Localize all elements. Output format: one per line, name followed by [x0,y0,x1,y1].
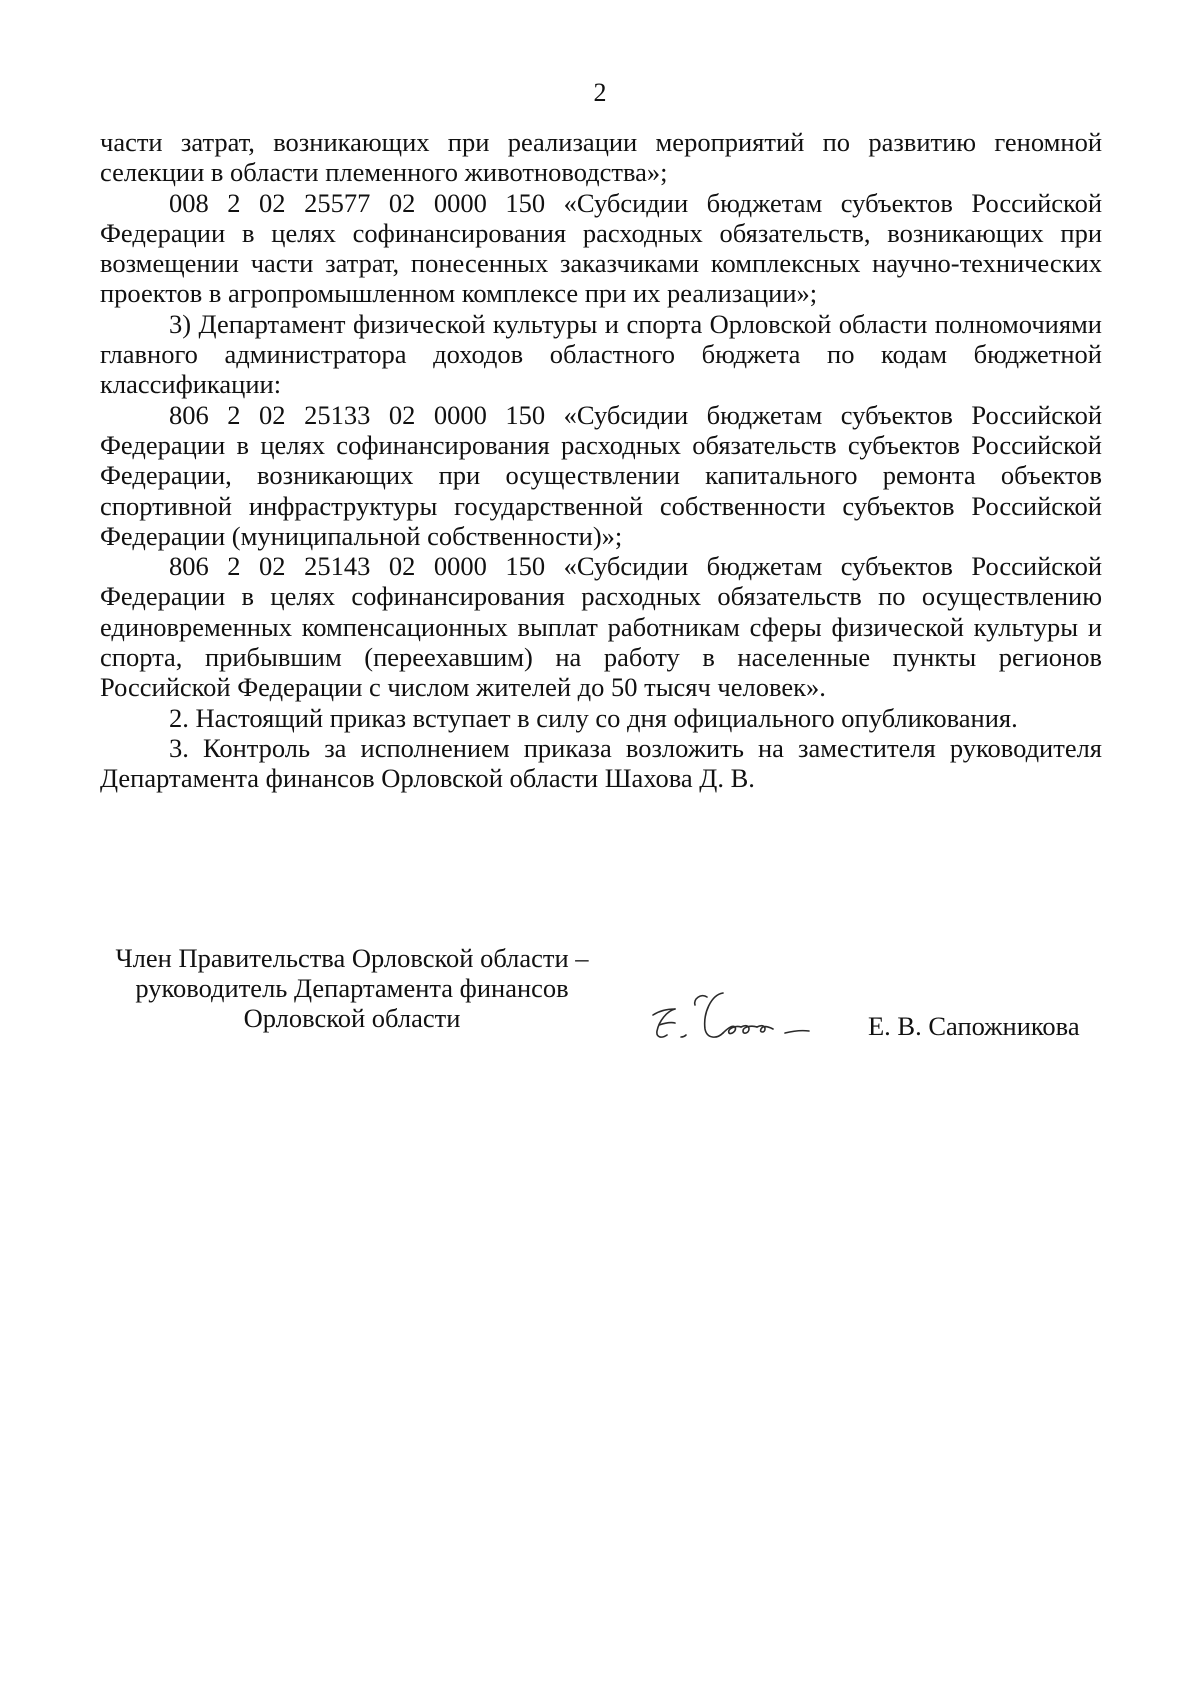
paragraph-code-25133: 806 2 02 25133 02 0000 150 «Субсидии бюджетам субъектов Российской Федерации в целях софинансирования расходных обязательств субъектов Российской Федерации, возникающих при осуществлении капитального ремонта объектов спортивной инфраструктуры государственной собственности субъектов Российской Федерации (муниципальной собственности)»; [100,399,1102,551]
page-number: 2 [593,78,607,107]
paragraph-clause-2: 2. Настоящий приказ вступает в силу со дня официального опубликования. [169,702,1018,733]
paragraph-code-25577: 008 2 02 25577 02 0000 150 «Субсидии бюджетам субъектов Российской Федерации в целях софинансирования расходных обязательств, возникающих при возмещении части затрат, понесенных заказчиками комплексных научно-технических проектов в агропромышленном комплексе при их реализации»; [100,187,1102,309]
signer-name: Е. В. Сапожникова [868,1011,1080,1041]
paragraph-item-3: 3) Департамент физической культуры и спорта Орловской области полномочиями главного администратора доходов областного бюджета по кодам бюджетной классификации: [100,308,1102,400]
handwritten-signature [645,975,835,1055]
paragraph-continuation: части затрат, возникающих при реализации мероприятий по развитию геномной селекции в области племенного животноводства»; [100,127,1102,188]
position-line-3: Орловской области [243,1003,461,1033]
paragraph-clause-3: 3. Контроль за исполнением приказа возложить на заместителя руководителя Департамента финансов Орловской области Шахова Д. В. [100,732,1102,794]
position-line-2: руководитель Департамента финансов [135,973,569,1003]
paragraph-code-25143: 806 2 02 25143 02 0000 150 «Субсидии бюджетам субъектов Российской Федерации в целях софинансирования расходных обязательств по осуществлению единовременных компенсационных выплат работникам сферы физической культуры и спорта, прибывшим (переехавшим) на работу в населенные пункты регионов Российской Федерации с числом жителей до 50 тысяч человек». [100,551,1102,703]
document-body [100,127,1102,794]
signatory-position [92,943,612,1033]
position-line-1: Член Правительства Орловской области – [115,943,589,973]
